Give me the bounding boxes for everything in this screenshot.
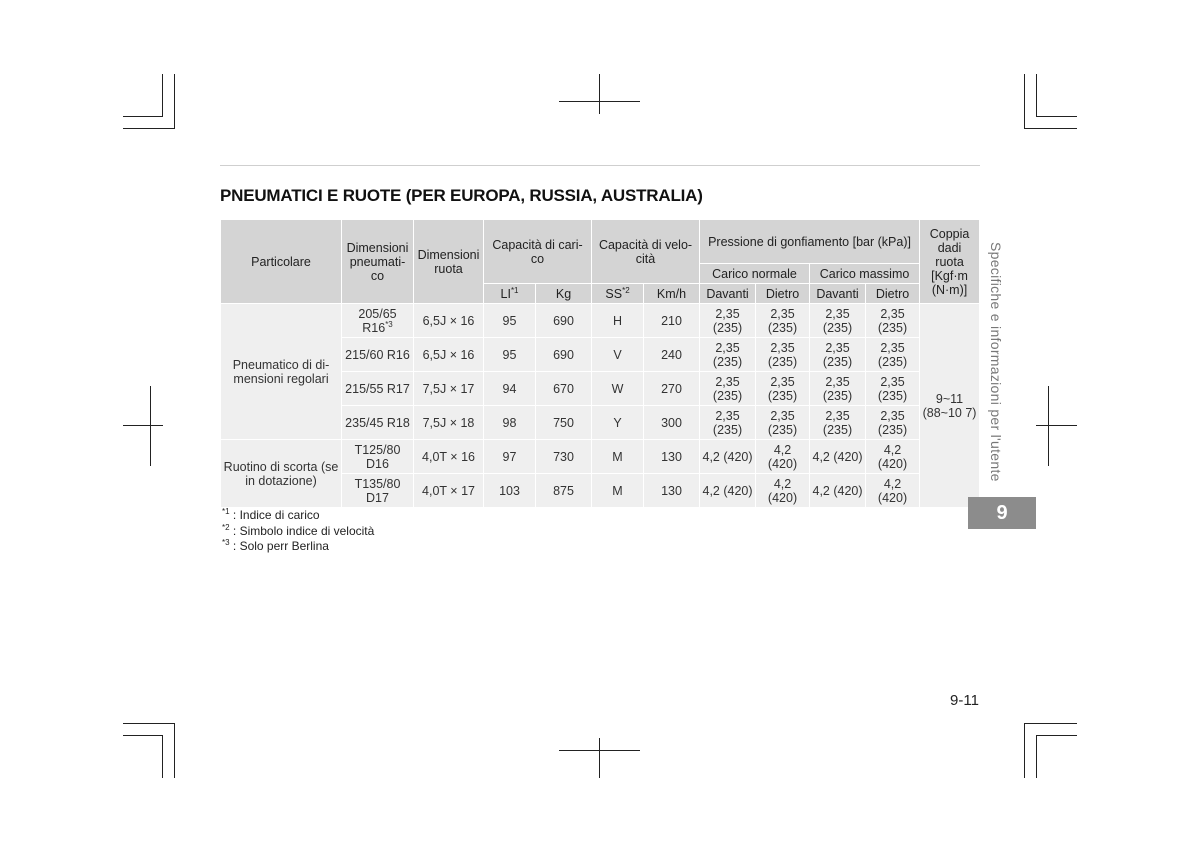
- speed-kmh: 270: [644, 372, 700, 406]
- pressure-normal-rear: 2,35 (235): [756, 338, 810, 372]
- pressure-normal-front: 2,35 (235): [700, 372, 756, 406]
- pressure-normal-rear: 2,35 (235): [756, 372, 810, 406]
- header-davanti-normale: Davanti: [700, 284, 756, 304]
- speed-symbol: Y: [592, 406, 644, 440]
- load-index: 103: [484, 474, 536, 508]
- speed-kmh: 130: [644, 474, 700, 508]
- pressure-max-front: 2,35 (235): [810, 372, 866, 406]
- header-li: LI$^{*1}$: [484, 284, 536, 304]
- speed-kmh: 130: [644, 440, 700, 474]
- wheel-size: 7,5J × 17: [414, 372, 484, 406]
- tire-size: T135/80 D17: [342, 474, 414, 508]
- header-kmh: Km/h: [644, 284, 700, 304]
- load-index: 94: [484, 372, 536, 406]
- load-kg: 750: [536, 406, 592, 440]
- group-label: Ruotino di scorta (se in dotazione): [221, 440, 342, 508]
- header-coppia: Coppia dadi ruota [Kgf·m (N·m)]: [920, 220, 980, 304]
- group-label: Pneumatico di di-mensioni regolari: [221, 304, 342, 440]
- header-capacita-velocita: Capacità di velo-cità: [592, 220, 700, 284]
- speed-symbol: V: [592, 338, 644, 372]
- footnote-2: $^{*2}$ : Simbolo indice di velocità: [222, 522, 375, 538]
- pressure-max-rear: 2,35 (235): [866, 304, 920, 338]
- header-ss: SS$^{*2}$: [592, 284, 644, 304]
- pressure-max-front: 2,35 (235): [810, 304, 866, 338]
- header-dimensioni-ruota: Dimensioni ruota: [414, 220, 484, 304]
- pressure-max-rear: 2,35 (235): [866, 338, 920, 372]
- chapter-side-label: Specifiche e informazioni per l'utente: [988, 242, 1004, 482]
- header-carico-massimo: Carico massimo: [810, 264, 920, 284]
- pressure-max-front: 2,35 (235): [810, 338, 866, 372]
- load-index: 98: [484, 406, 536, 440]
- tire-size: 235/45 R18: [342, 406, 414, 440]
- header-davanti-massimo: Davanti: [810, 284, 866, 304]
- speed-symbol: M: [592, 474, 644, 508]
- footnote-ref-1: *1: [510, 285, 519, 295]
- speed-kmh: 210: [644, 304, 700, 338]
- pressure-normal-rear: 4,2 (420): [756, 474, 810, 508]
- pressure-normal-front: 4,2 (420): [700, 474, 756, 508]
- table-row: [221, 440, 980, 474]
- speed-symbol: M: [592, 440, 644, 474]
- pressure-normal-rear: 2,35 (235): [756, 406, 810, 440]
- load-kg: 690: [536, 304, 592, 338]
- wheel-size: 6,5J × 16: [414, 338, 484, 372]
- pressure-normal-front: 2,35 (235): [700, 406, 756, 440]
- pressure-normal-front: 2,35 (235): [700, 304, 756, 338]
- pressure-max-front: 4,2 (420): [810, 474, 866, 508]
- header-dietro-normale: Dietro: [756, 284, 810, 304]
- wheel-size: 7,5J × 18: [414, 406, 484, 440]
- footnote-ref-2: *2: [622, 285, 630, 295]
- pressure-max-rear: 4,2 (420): [866, 440, 920, 474]
- pressure-normal-front: 2,35 (235): [700, 338, 756, 372]
- page-title: PNEUMATICI E RUOTE (PER EUROPA, RUSSIA, AUSTRALIA): [220, 186, 703, 205]
- tire-size: 215/60 R16: [342, 338, 414, 372]
- pressure-max-front: 4,2 (420): [810, 440, 866, 474]
- speed-symbol: W: [592, 372, 644, 406]
- pressure-normal-front: 4,2 (420): [700, 440, 756, 474]
- load-kg: 670: [536, 372, 592, 406]
- pressure-max-rear: 2,35 (235): [866, 372, 920, 406]
- pressure-normal-rear: 2,35 (235): [756, 304, 810, 338]
- header-dietro-massimo: Dietro: [866, 284, 920, 304]
- pressure-normal-rear: 4,2 (420): [756, 440, 810, 474]
- load-kg: 875: [536, 474, 592, 508]
- load-index: 95: [484, 304, 536, 338]
- wheel-nut-torque: 9~11 (88~10 7): [920, 304, 980, 508]
- load-index: 97: [484, 440, 536, 474]
- footnote-1: $^{*1}$ : Indice di carico: [222, 507, 320, 522]
- header-capacita-carico: Capacità di cari-co: [484, 220, 592, 284]
- header-dimensioni-pneumatico: Dimensioni pneumati-co: [342, 220, 414, 304]
- chapter-tab: 9: [968, 497, 1036, 529]
- pressure-max-rear: 2,35 (235): [866, 406, 920, 440]
- pressure-max-front: 2,35 (235): [810, 406, 866, 440]
- header-carico-normale: Carico normale: [700, 264, 810, 284]
- load-kg: 690: [536, 338, 592, 372]
- header-rule: [220, 165, 980, 166]
- load-index: 95: [484, 338, 536, 372]
- tire-size: T125/80 D16: [342, 440, 414, 474]
- header-kg: Kg: [536, 284, 592, 304]
- header-pressione: Pressione di gonfiamento [bar (kPa)]: [700, 220, 920, 264]
- load-kg: 730: [536, 440, 592, 474]
- speed-kmh: 240: [644, 338, 700, 372]
- footnotes: [222, 508, 374, 555]
- speed-symbol: H: [592, 304, 644, 338]
- wheel-size: 4,0T × 17: [414, 474, 484, 508]
- page-number: 9-11: [950, 692, 979, 709]
- speed-kmh: 300: [644, 406, 700, 440]
- wheel-size: 6,5J × 16: [414, 304, 484, 338]
- footnote-3: $^{*3}$ : Solo perr Berlina: [222, 538, 329, 553]
- table-row: [221, 304, 980, 338]
- header-particolare: Particolare: [221, 220, 342, 304]
- tire-size: 205/65 R16$^{*3}$: [342, 304, 414, 338]
- pressure-max-rear: 4,2 (420): [866, 474, 920, 508]
- tire-size: 215/55 R17: [342, 372, 414, 406]
- wheel-size: 4,0T × 16: [414, 440, 484, 474]
- tire-spec-table: [220, 219, 980, 508]
- footnote-ref-3: *3: [385, 319, 393, 329]
